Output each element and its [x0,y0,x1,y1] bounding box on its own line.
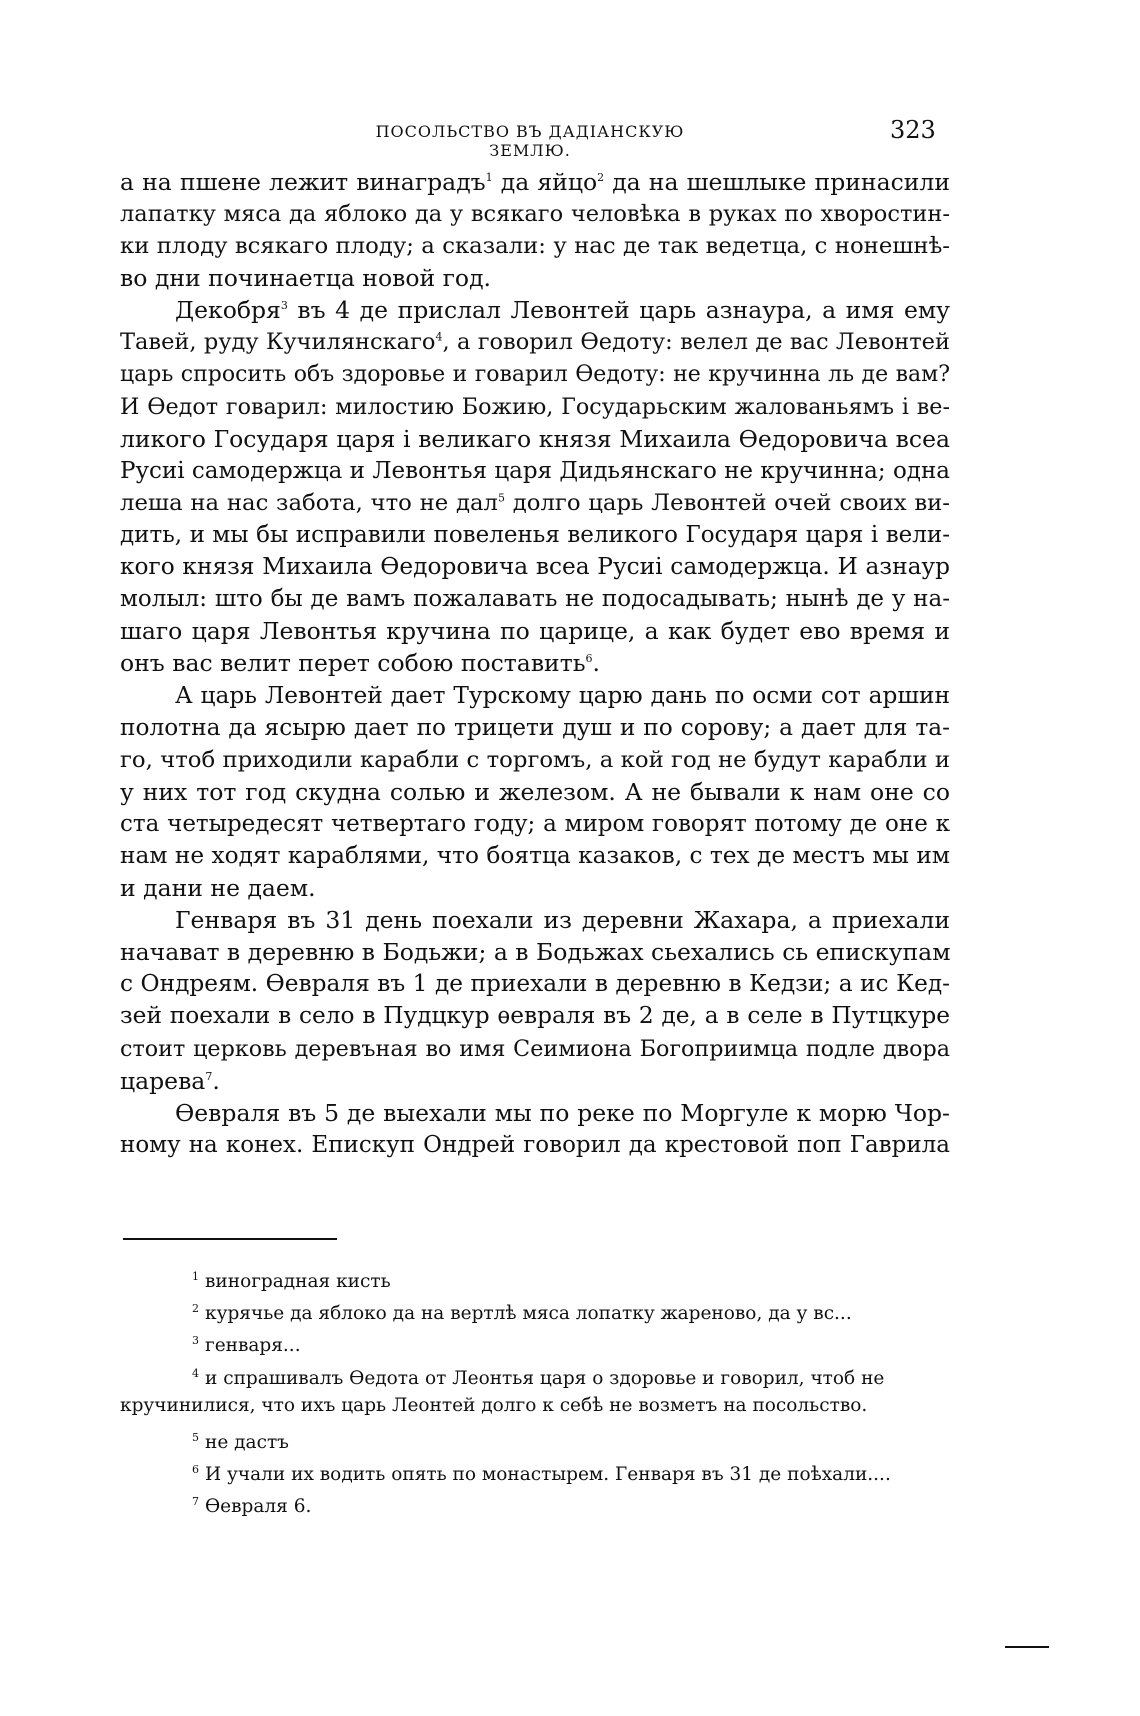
text-line: нам не ходят караблями, что боятца казаков, с тех де местъ мы им [120,841,950,869]
footnote-ref: 3 [280,299,288,313]
text-line: дить, и мы бы исправили повеленья великого Государя царя і вели- [120,522,950,549]
footnote: $^6$ И учали их водить опять по монастырем. Генваря въ 31 де поѣхали.... [192,1463,891,1486]
text-line: И Ѳедот говарил: милостию Божию, Государьским жалованьямъ і ве- [120,393,950,420]
footnote-ref: 4 [435,330,443,344]
text-line: ликого Государя царя і великаго князя Михаила Ѳедоровича всеа [120,424,950,453]
text-line: ста четыредесят четвертаго году; а миром говорят потому де оне к [120,810,950,837]
footnotes [120,1261,950,1519]
text-line: стоит церковь деревъная во имя Сеимиона Богоприимца подле двора [120,1035,950,1062]
text-line: царь спросить объ здоровье и говарил Ѳедоту: не кручинна ль де вам? [120,361,950,387]
footnote: $^1$ виноградная кисть [192,1270,391,1293]
running-title: ПОСОЛЬСТВО ВЪ ДАДІАНСКУЮ ЗЕМЛЮ. [375,122,685,160]
footnote-divider [123,1238,337,1240]
paragraph [120,680,950,905]
main-text [120,166,950,1161]
text-line: начават в деревню в Бодьжи; а в Бодьжах сьехались сь епискупам [120,938,951,967]
paragraph [120,1097,950,1161]
footnote: $^4$ и спрашивалъ Ѳедота от Леонтья царя о здоровье и говорил, чтоб не [192,1366,885,1389]
footnote: $^5$ не дастъ [192,1430,289,1454]
text-line: лапатку мяса да яблоко да у всякаго человѣка в руках по хворостин- [120,201,950,228]
text-line: Декобря$^3$ въ 4 де прислал Левонтей царь азнаура, а имя ему [175,296,950,325]
text-line: а на пшене лежит винаградъ$^1$ да яйцо$^2$ да на шешлыке принасили [120,168,951,196]
text-line: кого князя Михаила Ѳедоровича всеа Русиі самодержца. И азнаур [120,553,950,581]
footnote: $^2$ курячье да яблоко да на вертлѣ мяса лопатку жареново, да у вс... [192,1302,852,1325]
page-edge-dash [1005,1646,1049,1648]
text-line: во дни починаетца новой год. [120,264,492,293]
text-line: молыл: што бы де вамъ пожалавать не подосадывать; нынѣ де у на- [120,586,950,613]
text-line: Тавей, руду Кучилянскаго$^4$, а говорил Ѳедоту: велел де вас Левонтей [120,329,950,356]
footnote-ref: 2 [597,171,605,185]
footnote-ref: 1 [485,171,493,185]
text-line: с Ондреям. Ѳевраля въ 1 де приехали в деревню в Кедзи; а ис Кед- [120,970,950,998]
text-line: онъ вас велит перет собою поставить$^6$. [120,649,600,678]
footnote: $^3$ генваря... [192,1334,301,1357]
text-line: царева$^7$. [120,1066,220,1095]
text-line: зей поехали в село в Пудцкур ѳевраля въ 2 де, а в селе в Путцкуре [120,1002,950,1030]
text-line: Ѳевраля въ 5 де выехали мы по реке по Моргуле к морю Чор- [175,1098,950,1127]
paragraph [120,904,950,1097]
paragraph [120,294,950,679]
footnote-continuation: кручинилися, что ихъ царь Леонтей долго к себѣ не возметъ на посольство. [120,1394,868,1416]
text-line: А царь Левонтей дает Турскому царю дань по осми сот аршин [175,681,950,709]
text-line: шаго царя Левонтья кручина по царице, а как будет ево время и [120,617,950,646]
footnote-ref: 7 [205,1069,213,1083]
text-line: у них тот год скудна солью и железом. А не бывали к нам оне со [120,777,950,806]
footnote-ref: 6 [585,652,593,666]
text-line: го, чтоб приходили карабли с торгомъ, а кой год не будут карабли и [120,746,950,773]
paragraph [120,166,950,294]
page-number: 323 [890,116,936,144]
text-line: Русиі самодержца и Левонтья царя Дидьянскаго не кручинна; одна [120,457,950,484]
footnote: $^7$ Ѳевраля 6. [192,1495,312,1518]
text-line: леша на нас забота, что не дал$^5$ долго царь Левонтей очей своих ви- [120,489,950,516]
text-line: ному на конех. Епискуп Ондрей говорил да крестовой поп Гаврила [120,1131,950,1158]
text-line: Генваря въ 31 день поехали из деревни Жахара, а приехали [175,906,950,935]
text-line: ки плоду всякаго плоду; а сказали: у нас де так ведетца, с нонешнѣ- [120,233,950,260]
text-line: полотна да ясырю дает по трицети душ и по сорову; а дает для та- [120,713,950,741]
footnote-ref: 5 [498,491,506,505]
text-line: и дани не даем. [120,874,316,903]
